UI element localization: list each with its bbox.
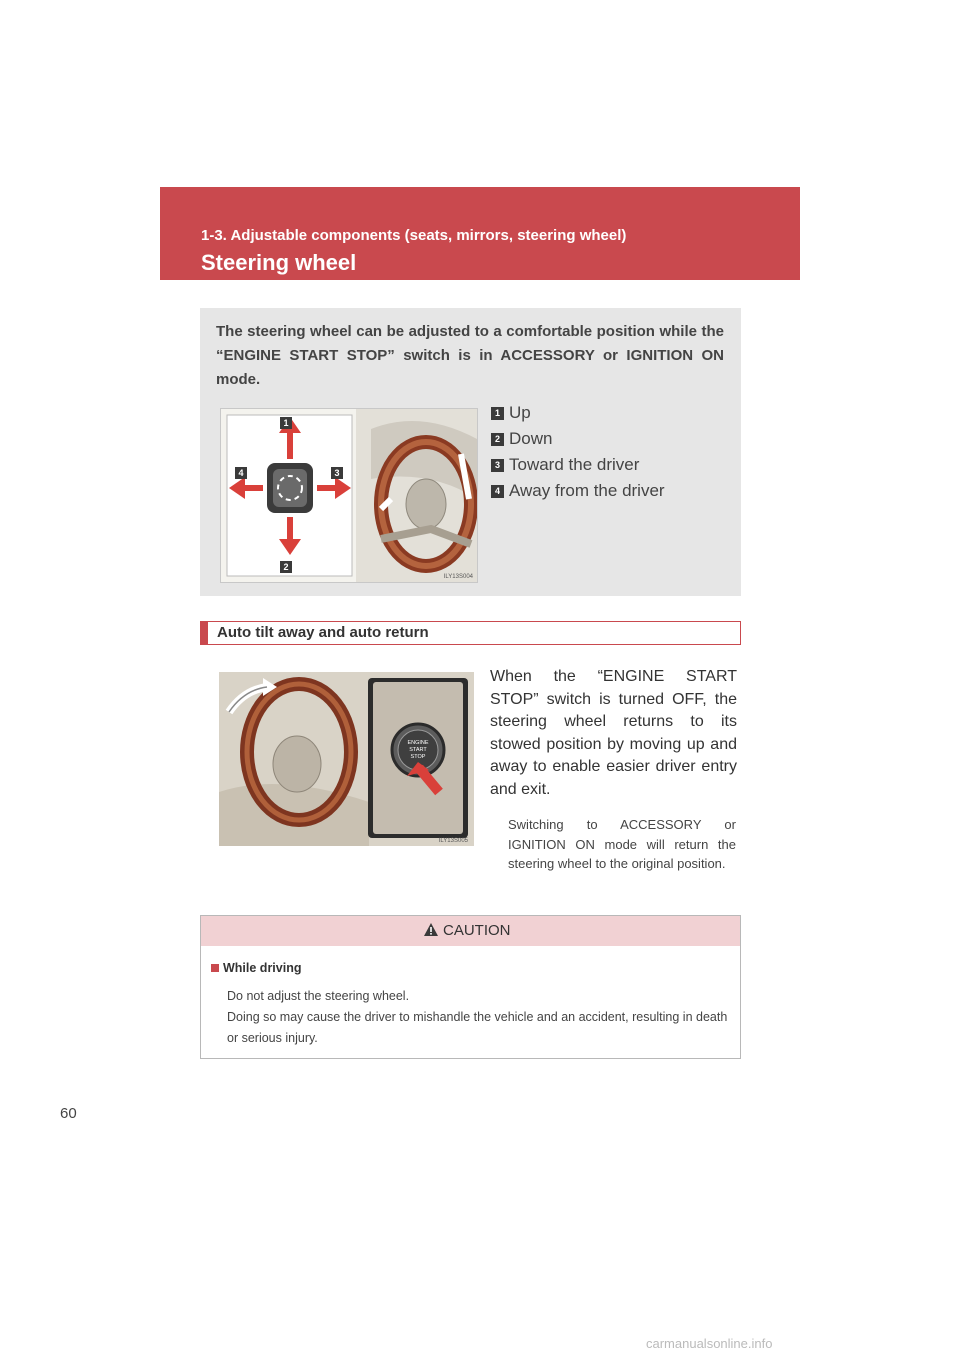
legend-label: Up — [509, 403, 531, 422]
section-label: 1-3. Adjustable components (seats, mirrors, steering wheel) — [201, 227, 627, 244]
page-title: Steering wheel — [201, 250, 357, 275]
button-text-start: START — [409, 747, 427, 753]
subsection-title: Auto tilt away and auto return — [217, 624, 429, 641]
watermark: carmanualsonline.info — [646, 1336, 773, 1351]
number-badge: 2 — [491, 433, 504, 446]
caution-line: Doing so may cause the driver to mishandle the vehicle and an accident, resulting in death or serious injury. — [227, 1010, 728, 1045]
caution-item — [211, 961, 301, 975]
auto-tilt-note: Switching to ACCESSORY or IGNITION ON mode will return the steering wheel to the original position. — [508, 817, 736, 871]
legend-item — [491, 426, 665, 452]
number-badge: 4 — [491, 485, 504, 498]
caution-box — [200, 915, 741, 1059]
number-badge: 3 — [491, 459, 504, 472]
legend-item — [491, 452, 665, 478]
bullet-square-icon — [211, 964, 219, 972]
svg-text:3: 3 — [334, 468, 340, 478]
warning-triangle-icon — [423, 922, 439, 937]
legend-item — [491, 400, 665, 426]
legend-label: Down — [509, 429, 553, 448]
steering-adjust-illustration — [221, 409, 477, 582]
button-text-stop: STOP — [410, 754, 426, 760]
svg-text:1: 1 — [283, 418, 289, 428]
intro-box — [200, 308, 741, 596]
legend-label: Toward the driver — [509, 455, 640, 474]
legend-item — [491, 478, 665, 504]
caution-title: CAUTION — [443, 922, 511, 939]
auto-tilt-illustration — [219, 672, 474, 846]
caution-text — [227, 986, 739, 1049]
svg-text:2: 2 — [283, 562, 289, 572]
intro-text: The steering wheel can be adjusted to a comfortable position while the “ENGINE START STOP” switch is in ACCESSORY or IGNITION ON mode. — [216, 323, 724, 388]
legend-label: Away from the driver — [509, 481, 665, 500]
svg-text:4: 4 — [238, 468, 244, 478]
number-badge: 1 — [491, 407, 504, 420]
auto-tilt-description: When the “ENGINE START STOP” switch is turned OFF, the steering wheel returns to its stowed position by moving up and away to enable easier driver entry and exit. — [490, 668, 737, 798]
page-number: 60 — [60, 1105, 77, 1122]
auto-tilt-diagram — [219, 672, 474, 846]
steering-adjust-diagram — [220, 408, 478, 583]
section-header — [160, 187, 800, 280]
caution-header — [201, 916, 740, 946]
figure-code: ILY13S005 — [438, 838, 468, 844]
caution-item-label: While driving — [223, 961, 302, 975]
subsection-heading — [200, 621, 741, 645]
caution-line: Do not adjust the steering wheel. — [227, 989, 410, 1003]
direction-legend — [491, 400, 665, 504]
figure-code: ILY13S004 — [443, 574, 473, 580]
button-text-engine: ENGINE — [407, 740, 429, 746]
